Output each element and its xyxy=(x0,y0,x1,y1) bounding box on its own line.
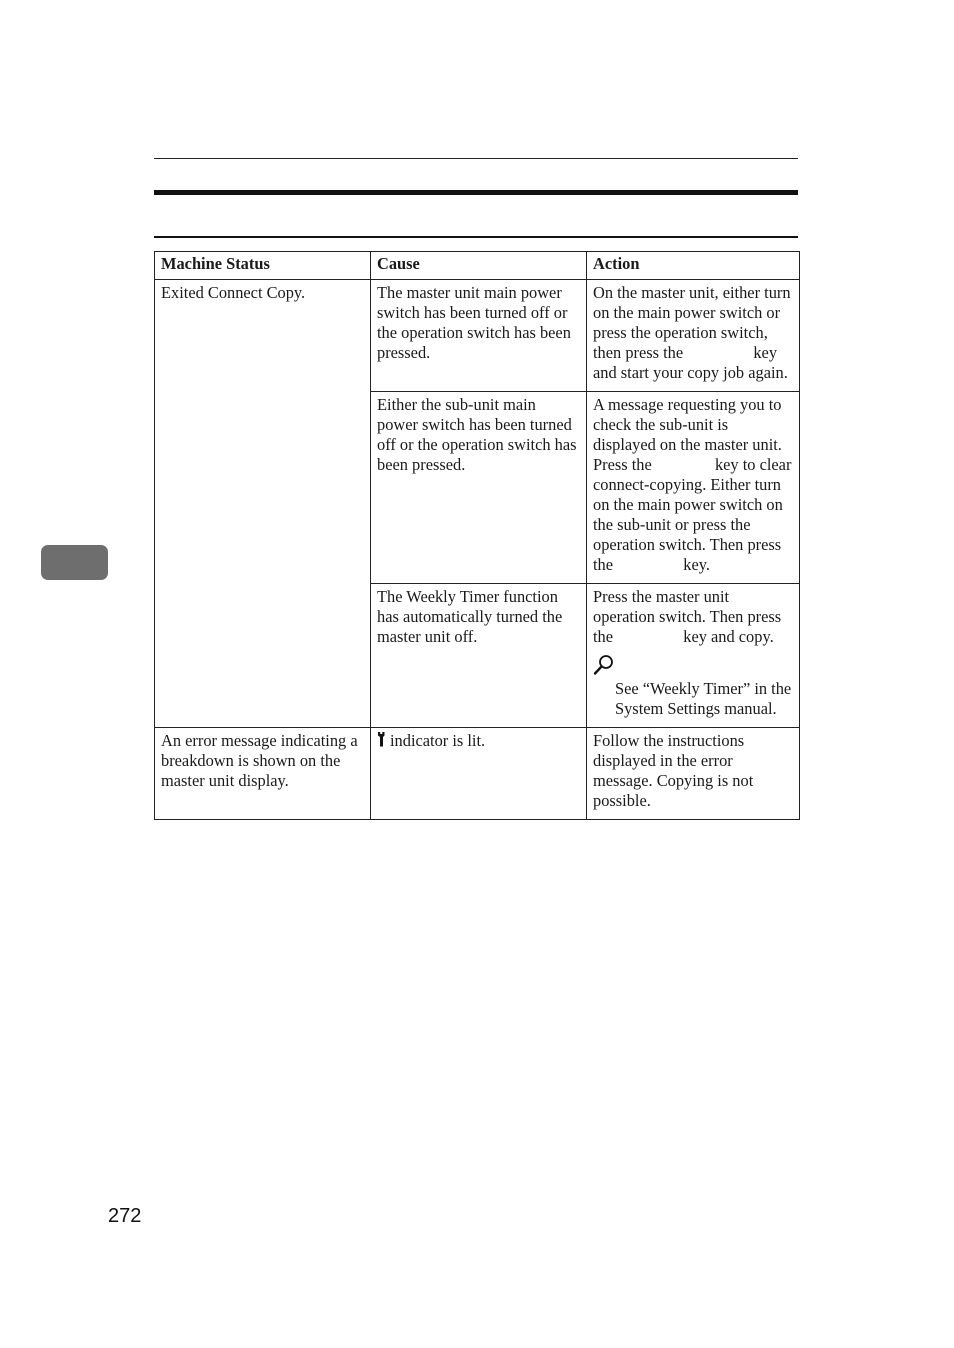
cause-cell: The master unit main power switch has been turned off or the operation switch has been pressed. xyxy=(371,280,587,392)
action-cell xyxy=(587,392,800,584)
action-text: On the master unit, either turn on the main power switch or press the operation switch, then press the xyxy=(593,283,791,362)
action-text: key and start your copy job again. xyxy=(593,343,788,382)
cause-cell xyxy=(371,728,587,820)
status-cell: An error message indicating a breakdown is shown on the master unit display. xyxy=(155,728,371,820)
action-text: key to clear connect-copying. Either turn on the main power switch on the sub-unit or press the operation switch. Then press the xyxy=(593,455,792,574)
action-cell xyxy=(587,280,800,392)
header-machine-status: Machine Status xyxy=(155,252,371,280)
table-row xyxy=(155,280,800,392)
troubleshooting-table xyxy=(154,251,800,820)
header-rule-thick xyxy=(154,190,798,195)
action-text: A message requesting you to check the sub-unit is displayed on the master unit. Press the xyxy=(593,395,782,474)
page-number: 272 xyxy=(108,1205,142,1227)
header-action: Action xyxy=(587,252,800,280)
cause-cell: Either the sub-unit main power switch has been turned off or the operation switch has been pressed. xyxy=(371,392,587,584)
header-rule-thin xyxy=(154,158,798,159)
chapter-tab xyxy=(41,545,108,580)
reference-note: See “Weekly Timer” in the System Settings manual. xyxy=(615,679,792,718)
action-cell xyxy=(587,584,800,728)
action-cell: Follow the instructions displayed in the error message. Copying is not possible. xyxy=(587,728,800,820)
table-header-row xyxy=(155,252,800,280)
section-rule xyxy=(154,236,798,238)
table-row xyxy=(155,728,800,820)
magnifier-reference-icon xyxy=(593,654,615,676)
cause-cell: The Weekly Timer function has automatically turned the master unit off. xyxy=(371,584,587,728)
status-cell: Exited Connect Copy. xyxy=(155,280,371,728)
action-text: Press the master unit operation switch. Then press the xyxy=(593,587,782,646)
wrench-icon xyxy=(377,731,387,748)
header-cause: Cause xyxy=(371,252,587,280)
action-text: key and copy. xyxy=(683,627,774,646)
action-text: key. xyxy=(683,555,710,574)
cause-text: indicator is lit. xyxy=(390,731,486,750)
